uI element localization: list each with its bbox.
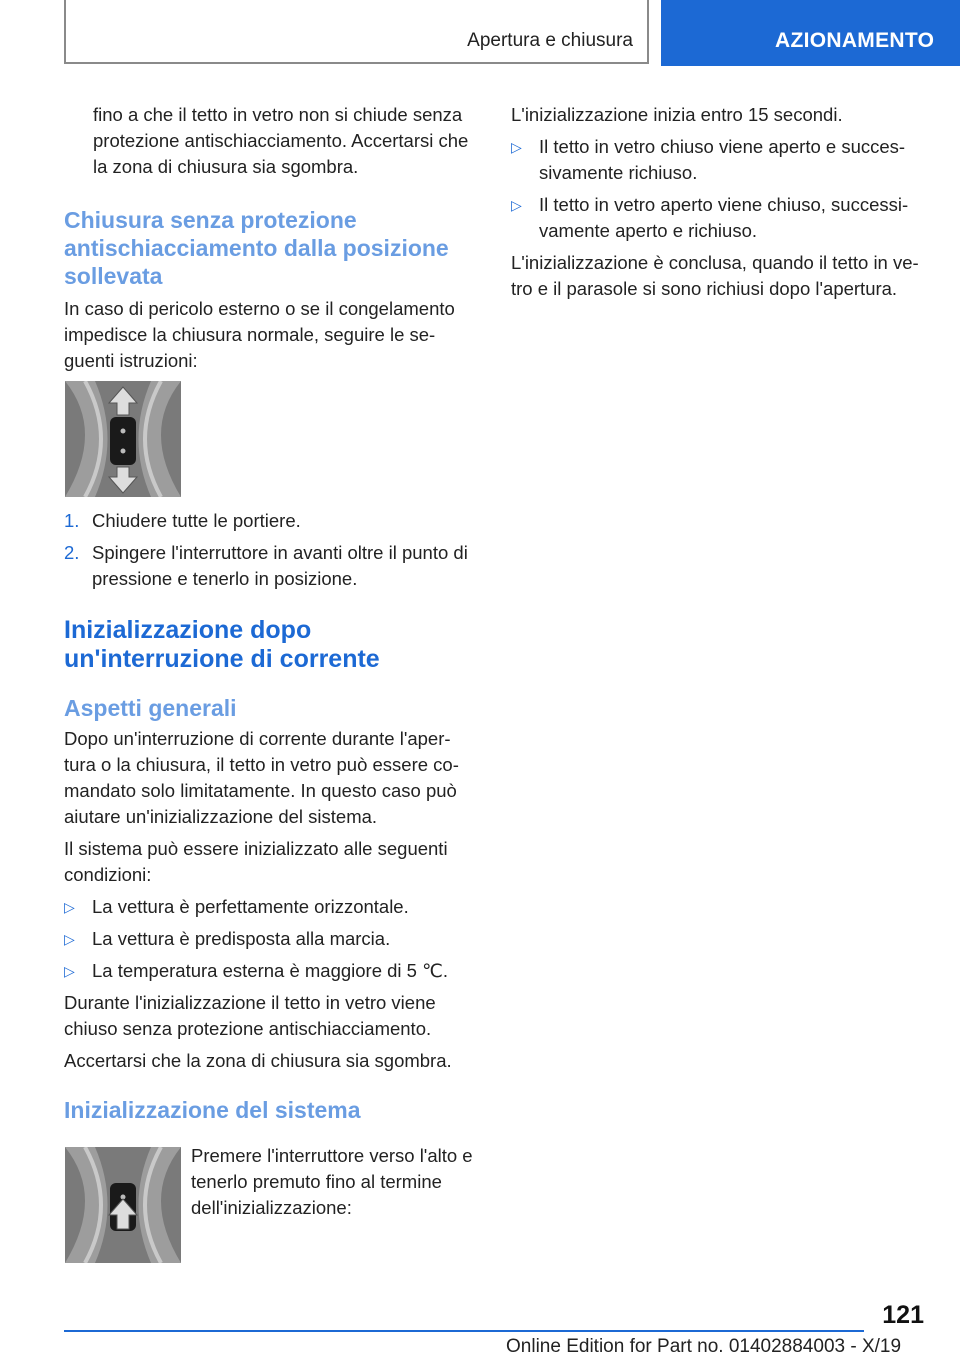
list-item xyxy=(64,508,474,534)
right-paragraph-2: L'inizializzazione è conclusa, quando il tetto in ve-tro e il parasole si sono richiusi dopo l'apertura. xyxy=(511,252,919,299)
footer-edition: Online Edition for Part no. 01402884003 - X/19 xyxy=(506,1336,902,1357)
header-section-title: Apertura e chiusura xyxy=(467,30,633,51)
condition-text: La temperatura esterna è maggiore di 5 ℃. xyxy=(92,960,449,981)
init-heading: Inizializzazione dopo un'interruzione di corrente xyxy=(64,616,380,673)
list-item xyxy=(511,134,929,186)
general-paragraph-1: Dopo un'interruzione di corrente durante l'aper-tura o la chiusura, il tetto in vetro può essere co-mandato solo limitatamente. In questo caso può aiutare un'inizializzazione del sistema. xyxy=(64,728,459,827)
right-column xyxy=(511,102,929,302)
page-number: 121 xyxy=(882,1301,924,1329)
list-item xyxy=(64,540,474,592)
header-section-box xyxy=(64,0,649,64)
closing-paragraph: In caso di pericolo esterno o se il congelamento impedisce la chiusura normale, seguire le se-guenti istruzioni: xyxy=(64,298,455,371)
step-number: 1. xyxy=(64,510,80,531)
switch-image-up xyxy=(65,1147,181,1263)
right-paragraph-1: L'inizializzazione inizia entro 15 secondi. xyxy=(511,104,843,125)
closing-section xyxy=(64,206,474,374)
intro-paragraph-block xyxy=(93,102,485,180)
triangle-right-icon: ▷ xyxy=(64,931,75,947)
closing-heading: Chiusura senza protezione antischiacciamento dalla posizione sollevata xyxy=(64,207,449,289)
list-item xyxy=(511,192,929,244)
list-item xyxy=(64,926,474,952)
system-init-paragraph: Premere l'interruttore verso l'alto e tenerlo premuto fino al termine dell'inizializzazione: xyxy=(191,1145,473,1218)
triangle-right-icon: ▷ xyxy=(511,139,522,155)
general-paragraph-3: Durante l'inizializzazione il tetto in vetro viene chiuso senza protezione antischiacciamento. xyxy=(64,992,436,1039)
list-item xyxy=(64,894,474,920)
list-item xyxy=(64,958,474,984)
condition-text: La vettura è predisposta alla marcia. xyxy=(92,928,391,949)
triangle-right-icon: ▷ xyxy=(64,899,75,915)
intro-paragraph: fino a che il tetto in vetro non si chiude senza protezione antischiacciamento. Accertarsi che la zona di chiusura sia sgombra. xyxy=(93,104,469,177)
step-number: 2. xyxy=(64,542,80,563)
general-paragraph-2: Il sistema può essere inizializzato alle seguenti condizioni: xyxy=(64,838,448,885)
triangle-right-icon: ▷ xyxy=(64,963,75,979)
system-init-heading: Inizializzazione del sistema xyxy=(64,1097,361,1123)
footer-divider xyxy=(64,1330,864,1332)
right-item-text: Il tetto in vetro chiuso viene aperto e succes-sivamente richiuso. xyxy=(539,136,906,183)
switch-image-forward xyxy=(65,381,181,497)
system-init-text-block xyxy=(191,1143,477,1221)
triangle-right-icon: ▷ xyxy=(511,197,522,213)
general-paragraph-4: Accertarsi che la zona di chiusura sia sgombra. xyxy=(64,1050,452,1071)
general-heading: Aspetti generali xyxy=(64,695,237,721)
header-chapter-tab[interactable] xyxy=(661,0,960,66)
step-text: Chiudere tutte le portiere. xyxy=(92,510,301,531)
init-section xyxy=(64,616,474,1124)
step-text: Spingere l'interruttore in avanti oltre il punto di pressione e tenerlo in posizione. xyxy=(92,542,468,589)
header-chapter-title: AZIONAMENTO xyxy=(775,29,935,52)
condition-text: La vettura è perfettamente orizzontale. xyxy=(92,896,409,917)
steps-list xyxy=(64,508,474,592)
right-item-text: Il tetto in vetro aperto viene chiuso, successi-vamente aperto e richiuso. xyxy=(539,194,909,241)
